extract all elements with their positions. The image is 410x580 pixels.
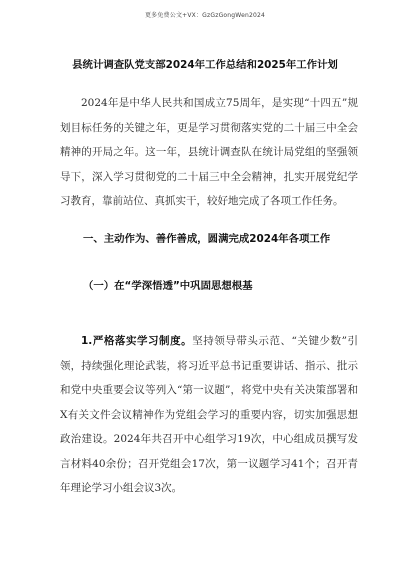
item-paragraph [60,329,358,501]
subsection-heading: （一）在“学深悟透”中巩固思想根基 [83,280,253,292]
item-lead: 1.严格落实学习制度。 [81,335,193,347]
watermark-header: 更多免费公文+VX：GzGzGongWen2024 [144,12,266,19]
document-title: 县统计调查队党支部2024年工作总结和2025年工作计划 [72,59,338,71]
intro-paragraph: 2024年是中华人民共和国成立75周年，是实现“十四五”规划目标任务的关键之年，更是学习贯彻落实党的二十届三中全会精神的开局之年。这一年，县统计调查队在统计局党组的坚强领导下，深入学习贯彻党的二十届三中全会精神，扎实开展党纪学习教育，靠前站位、真抓实干，较好地完成了各项工作任务。 [60,97,358,207]
section-heading: 一、主动作为、善作善成，圆满完成2024年各项工作 [83,233,331,245]
item-body: 坚持领导带头示范、“关键少数”引领，持续强化理论武装，将习近平总书记重要讲话、指示、批示和党中央重要会议等列入“第一议题”，将党中央有关决策部署和X有关文件会议精神作为党组会学习的重要内容，切实加强思想政治建设。2024年共召开中心组学习19次，中心组成员撰写发言材料40余份；召开党组会17次，第一议题学习41个；召开青年理论学习小组会议3次。 [60,335,358,494]
